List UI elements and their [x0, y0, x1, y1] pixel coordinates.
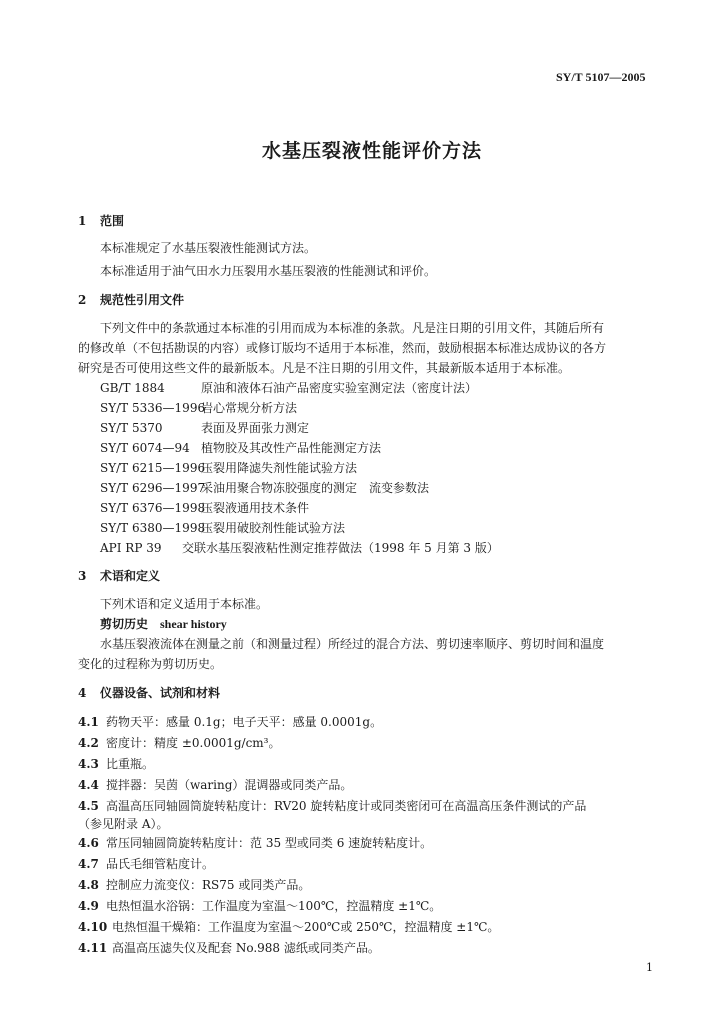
section-2-heading [78, 291, 184, 308]
reference-title: 交联水基压裂液粘性测定推荐做法（1998 年 5 月第 3 版） [182, 541, 499, 555]
reference-title: 原油和液体石油产品密度实验室测定法（密度计法） [201, 381, 478, 395]
term-english: shear history [160, 617, 227, 631]
section-4-heading [78, 684, 220, 701]
reference-item [100, 439, 381, 456]
section-title: 规范性引用文件 [100, 293, 185, 307]
clause-text: 药物天平：感量 0.1g；电子天平：感量 0.0001g。 [106, 715, 383, 729]
reference-title: 植物胶及其改性产品性能测定方法 [201, 441, 382, 455]
equipment-item [78, 776, 352, 793]
clause-continuation: （参见附录 A）。 [78, 817, 169, 831]
clause-text: 比重瓶。 [106, 757, 155, 771]
clause-text: 搅拌器：吴茵（waring）混调器或同类产品。 [106, 778, 353, 792]
equipment-item [78, 855, 214, 872]
clause-number: 4.6 [78, 836, 99, 850]
equipment-item [78, 734, 281, 751]
reference-title: 压裂用破胶剂性能试验方法 [201, 521, 346, 535]
term-entry [100, 615, 227, 632]
section-title: 术语和定义 [100, 569, 161, 583]
reference-code: SY/T 5370 [100, 421, 163, 435]
clause-number: 4.10 [78, 920, 108, 934]
clause-number: 4.5 [78, 799, 99, 813]
clause-text: 常压同轴圆筒旋转粘度计：范 35 型或同类 6 速旋转粘度计。 [106, 836, 433, 850]
equipment-item [78, 876, 310, 893]
reference-code: API RP 39 [100, 541, 162, 555]
reference-item [100, 499, 309, 516]
reference-item [100, 399, 297, 416]
reference-code: SY/T 6296—1997 [100, 481, 206, 495]
reference-title: 表面及界面张力测定 [201, 421, 310, 435]
standard-code-header: SY/T 5107—2005 [556, 70, 646, 84]
reference-item [100, 539, 499, 556]
clause-number: 4.4 [78, 778, 99, 792]
section-1-heading [78, 212, 124, 229]
reference-item [100, 519, 345, 536]
clause-number: 4.3 [78, 757, 99, 771]
section-title: 范围 [100, 214, 125, 228]
reference-item [100, 379, 477, 396]
reference-code: GB/T 1884 [100, 381, 165, 395]
normative-intro-line-1: 下列文件中的条款通过本标准的引用而成为本标准的条款。凡是注日期的引用文件，其随后所有 [100, 321, 605, 335]
equipment-item [78, 755, 154, 772]
clause-number: 4.11 [78, 941, 108, 955]
reference-item [100, 479, 429, 496]
clause-text: 品氏毛细管粘度计。 [106, 857, 215, 871]
clause-text: 高温高压同轴圆筒旋转粘度计：RV20 旋转粘度计或同类密闭可在高温高压条件测试的产品 [106, 799, 587, 813]
normative-intro-line-2: 的修改单（不包括勘误的内容）或修订版均不适用于本标准，然而，鼓励根据本标准达成协议的各方 [78, 341, 607, 355]
reference-item [100, 419, 309, 436]
reference-code: SY/T 5336—1996 [100, 401, 206, 415]
reference-code: SY/T 6215—1996 [100, 461, 206, 475]
equipment-item [78, 713, 382, 730]
term-chinese: 剪切历史 [100, 617, 149, 631]
clause-number: 4.8 [78, 878, 99, 892]
reference-code: SY/T 6380—1998 [100, 521, 206, 535]
section-number: 2 [78, 293, 87, 307]
section-title: 仪器设备、试剂和材料 [100, 686, 221, 700]
clause-text: 控制应力流变仪：RS75 或同类产品。 [106, 878, 311, 892]
reference-code: SY/T 6376—1998 [100, 501, 206, 515]
reference-title: 岩心常规分析方法 [201, 401, 298, 415]
reference-title: 压裂液通用技术条件 [201, 501, 310, 515]
document-title: 水基压裂液性能评价方法 [262, 140, 483, 162]
section-number: 4 [78, 686, 87, 700]
clause-number: 4.1 [78, 715, 99, 729]
clause-text: 密度计：精度 ±0.0001g/cm³。 [106, 736, 281, 750]
clause-text: 电热恒温水浴锅：工作温度为室温～100℃，控温精度 ±1℃。 [106, 899, 442, 913]
clause-text: 电热恒温干燥箱：工作温度为室温～200℃或 250℃，控温精度 ±1℃。 [112, 920, 500, 934]
page-number: 1 [646, 961, 653, 974]
section-3-heading [78, 567, 160, 584]
scope-paragraph-2: 本标准适用于油气田水力压裂用水基压裂液的性能测试和评价。 [100, 264, 437, 278]
equipment-item [78, 797, 586, 814]
term-definition-line-1: 水基压裂液流体在测量之前（和测量过程）所经过的混合方法、剪切速率顺序、剪切时间和温度 [100, 637, 605, 651]
clause-number: 4.9 [78, 899, 99, 913]
clause-number: 4.2 [78, 736, 99, 750]
term-definition-line-2: 变化的过程称为剪切历史。 [78, 657, 223, 671]
reference-item [100, 459, 357, 476]
normative-intro-line-3: 研究是否可使用这些文件的最新版本。凡是不注日期的引用文件，其最新版本适用于本标准。 [78, 361, 571, 375]
section-number: 1 [78, 214, 87, 228]
reference-code: SY/T 6074—94 [100, 441, 190, 455]
equipment-item [78, 918, 499, 935]
reference-title: 压裂用降滤失剂性能试验方法 [201, 461, 358, 475]
clause-text: 高温高压滤失仪及配套 No.988 滤纸或同类产品。 [112, 941, 380, 955]
equipment-item [78, 834, 432, 851]
reference-title: 采油用聚合物冻胶强度的测定 流变参数法 [201, 481, 430, 495]
scope-paragraph-1: 本标准规定了水基压裂液性能测试方法。 [100, 241, 317, 255]
clause-number: 4.7 [78, 857, 99, 871]
equipment-item [78, 897, 441, 914]
terms-intro: 下列术语和定义适用于本标准。 [100, 597, 269, 611]
equipment-item [78, 939, 380, 956]
section-number: 3 [78, 569, 87, 583]
